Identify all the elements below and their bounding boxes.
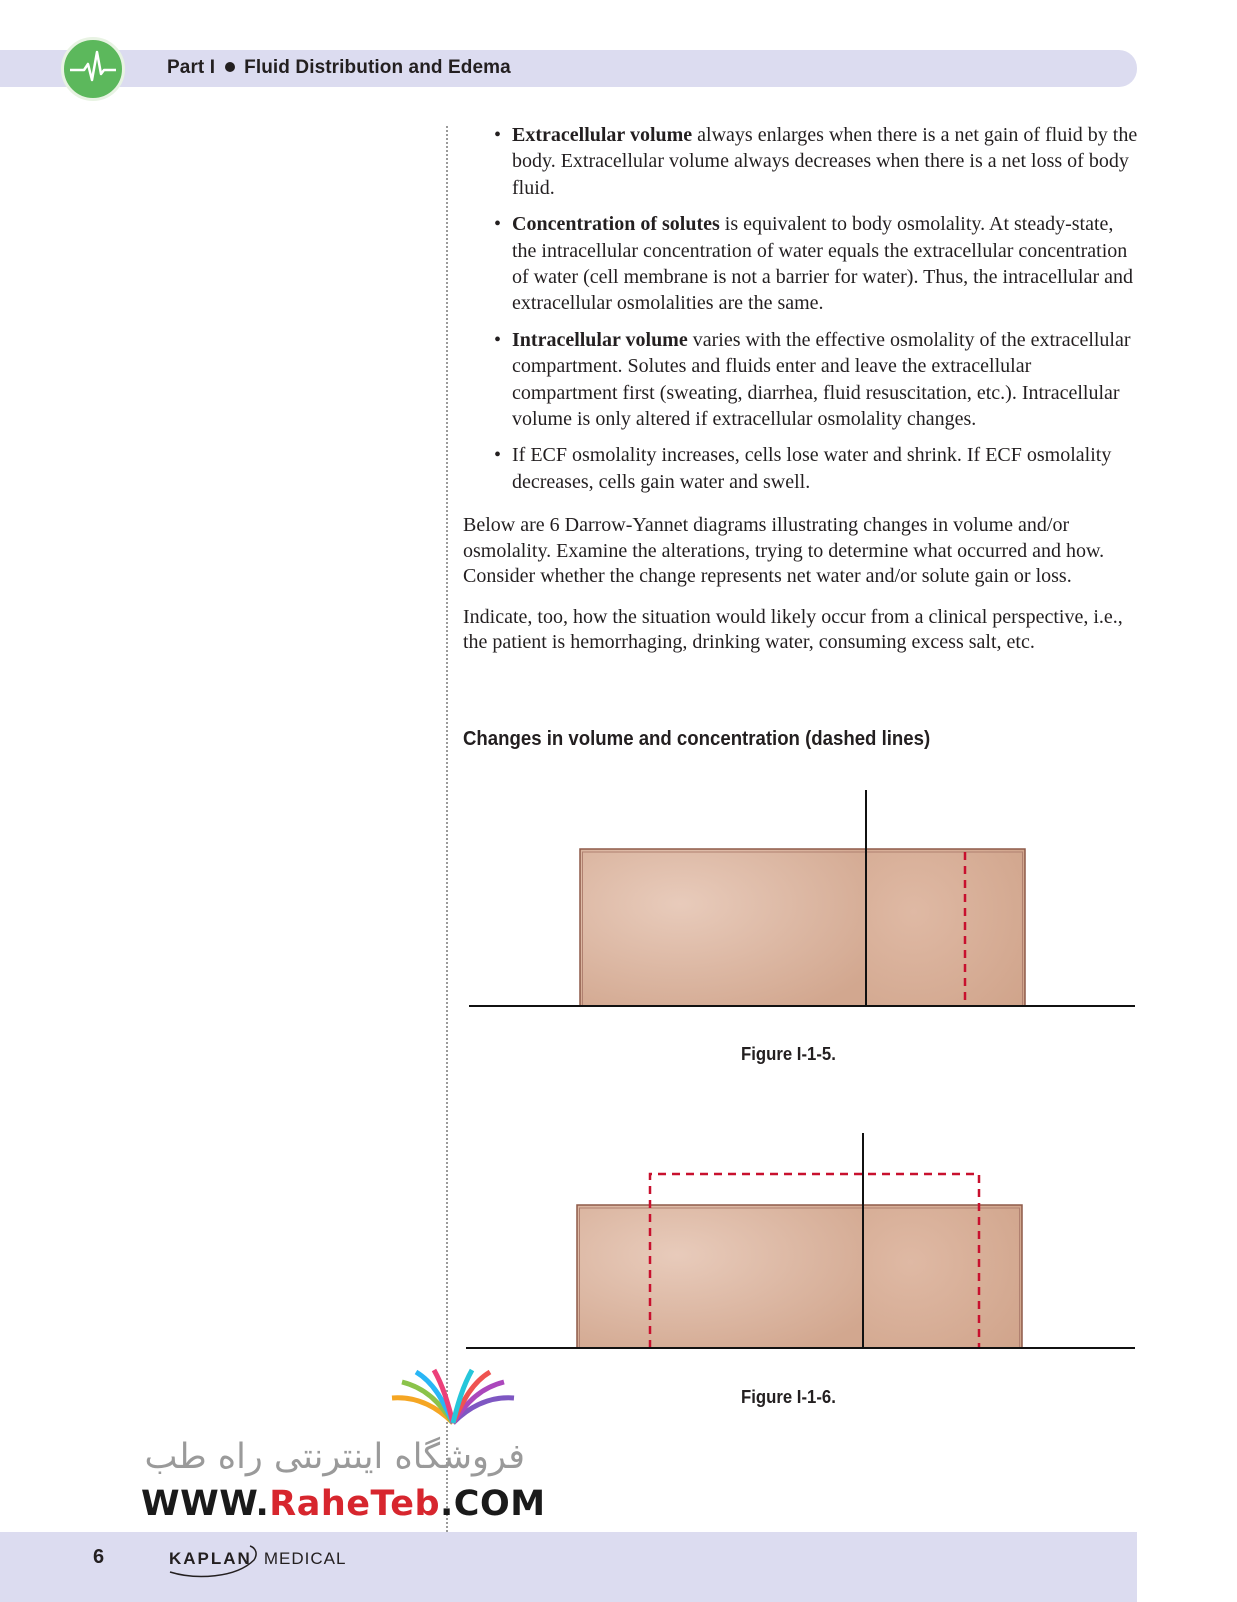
ecf-box bbox=[866, 849, 1025, 1006]
icf-box bbox=[577, 1205, 863, 1348]
list-item bbox=[463, 327, 1138, 433]
darrow-yannet-diagram-2 bbox=[462, 1133, 1140, 1355]
bullet-term: Concentration of solutes bbox=[512, 213, 720, 236]
margin-rule bbox=[446, 126, 448, 1544]
figure-caption: Figure I-1-5. bbox=[741, 1044, 836, 1064]
ecf-box bbox=[863, 1205, 1022, 1348]
bullet-text: is equivalent to body osmolality. At steady-state, the intracellular concentration of water equals the extracellular concentration of water (cell membrane is not a barrier for water). Thus, the intracellular and extracellular osmolalities are the same. bbox=[512, 213, 1134, 315]
bullet-dot-icon bbox=[225, 62, 235, 72]
brand-suffix: MEDICAL bbox=[263, 1549, 347, 1568]
watermark-url bbox=[141, 1484, 546, 1524]
figure-heading: Changes in volume and concentration (dashed lines) bbox=[463, 728, 931, 750]
bullet-term: Extracellular volume bbox=[512, 124, 693, 146]
bullet-term: Intracellular volume bbox=[512, 328, 688, 351]
list-item bbox=[463, 211, 1138, 317]
list-item bbox=[463, 122, 1138, 201]
figure-caption: Figure I-1-6. bbox=[741, 1387, 836, 1407]
icf-box bbox=[580, 849, 866, 1006]
open-book-logo-icon bbox=[388, 1368, 518, 1428]
bullet-text: always enlarges when there is a net gain of fluid by the body. Extracellular volume always decreases when there is a net loss of body fluid. bbox=[512, 124, 1138, 199]
bullet-text: varies with the effective osmolality of the extracellular compartment. Solutes and fluids enter and leave the extracellular compartment first (sweating, diarrhea, fluid resuscitation, etc.). Intracellular volume is only altered if extracellular osmolality changes. bbox=[512, 328, 1131, 431]
paragraph: Below are 6 Darrow-Yannet diagrams illustrating changes in volume and/or osmolality. Examine the alterations, trying to determine what occurred and how. Consider whether the change represents net water and/or solute gain or loss. bbox=[463, 514, 1105, 588]
url-brand: RaheTeb bbox=[269, 1484, 441, 1524]
darrow-yannet-diagram-1 bbox=[465, 790, 1140, 1012]
main-content bbox=[463, 122, 1138, 671]
page-number: 6 bbox=[93, 1546, 105, 1568]
bullet-text: If ECF osmolality increases, cells lose water and shrink. If ECF osmolality decreases, cells gain water and swell. bbox=[512, 444, 1112, 493]
running-header bbox=[167, 57, 511, 79]
bullet-list bbox=[463, 122, 1138, 495]
chapter-title: Fluid Distribution and Edema bbox=[244, 57, 511, 78]
heartbeat-logo-icon bbox=[61, 37, 125, 101]
watermark-persian: فروشگاه اینترنتی راه طب bbox=[144, 1437, 525, 1477]
part-label: Part I bbox=[167, 57, 216, 78]
url-suffix: .COM bbox=[440, 1484, 546, 1524]
paragraph: Indicate, too, how the situation would likely occur from a clinical perspective, i.e., the patient is hemorrhaging, drinking water, consuming excess salt, etc. bbox=[463, 605, 1123, 654]
brand-name: KAPLAN bbox=[169, 1549, 252, 1568]
url-prefix: WWW. bbox=[141, 1484, 270, 1524]
list-item bbox=[463, 442, 1138, 495]
kaplan-swoosh-icon bbox=[166, 1542, 266, 1582]
